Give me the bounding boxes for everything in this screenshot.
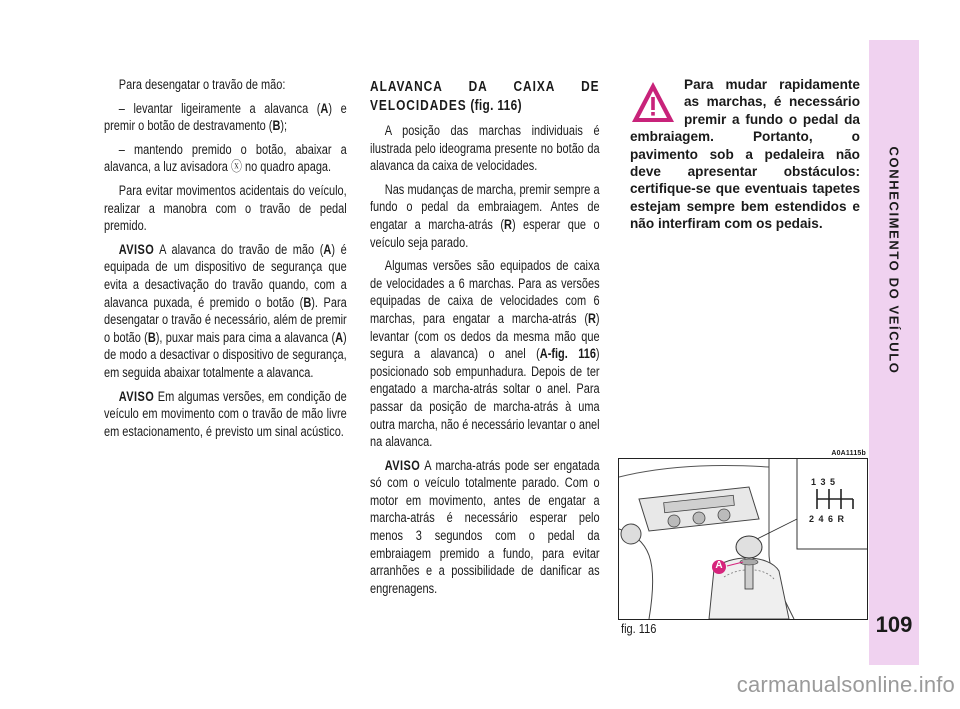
paragraph: A posição das marchas individuais é ilustrada pelo ideograma presente no botão da alavanca da caixa de velocidades. bbox=[370, 123, 600, 174]
figure-caption: fig. 116 bbox=[621, 621, 657, 636]
paragraph: Para evitar movimentos acidentais do veículo, realizar a manobra com o travão de pedal premido. bbox=[104, 182, 347, 234]
brake-warning-light-icon: ⓧ bbox=[230, 159, 242, 175]
paragraph: Algumas versões são equipados de caixa de velocidades a 6 marchas. Para as versões equipadas de caixa de velocidades com 6 marchas, para engatar a marcha-atrás (R) levantar (com os dedos da mesma mão que segura a alavanca) o anel (A-fig. 116) posicionado sob empunhadura. Depois de ter engatado a marcha-atrás soltar o anel. Para passar da posição de marcha-atrás à uma outra marcha, não é necessário levantar o anel na alavanca. bbox=[370, 258, 600, 450]
warning-triangle-icon bbox=[630, 78, 676, 126]
paragraph: Nas mudanças de marcha, premir sempre a fundo o pedal da embraiagem. Antes de engatar a marcha-atrás (R) esperar que o veículo seja parado. bbox=[370, 181, 600, 250]
column-gearbox bbox=[370, 78, 600, 603]
figure-code: A0A1115b bbox=[831, 450, 866, 457]
paragraph: – levantar ligeiramente a alavanca (A) e premir o botão de destravamento (B); bbox=[104, 100, 347, 134]
gear-pattern-top: 1 3 5 bbox=[811, 477, 837, 487]
aviso-paragraph: AVISO A alavanca do travão de mão (A) é equipada de um dispositivo de segurança que evita a desactivação do travão quando, com a alavanca puxada, é premido o botão (B). Para desengatar o travão é necessário, além de premir o botão (B), puxar mais para cima a alavanca (A) de modo a desactivar o dispositivo de segurança, em seguida abaixar totalmente a alavanca. bbox=[104, 241, 347, 380]
section-title-vertical: CONHECIMENTO DO VEÍCULO bbox=[886, 146, 902, 374]
aviso-paragraph: AVISO Em algumas versões, em condição de veículo em movimento com o travão de mão livre em estacionamento, é previsto um sinal acústico. bbox=[104, 388, 347, 439]
aviso-paragraph: AVISO A marcha-atrás pode ser engatada só com o veículo totalmente parado. Com o motor em movimento, antes de engatar a marcha-atrás é necessário esperar pelo menos 3 segundos com o pedal da embraiagem premido a fundo, para evitar arranhões e a possibilidade de danificar as engrenagens. bbox=[370, 457, 600, 596]
gearshift-figure bbox=[618, 458, 868, 620]
warning-text: Para mudar rapidamente as marchas, é necessário premir a fundo o pedal da embraiagem. Portanto, o pavimento sob a pedaleira não deve apresentar obstáculos: certifique-se que eventuais tapetes estejam sempre bem estendidos e não interfiram com os pedais. bbox=[630, 77, 860, 232]
paragraph: – mantendo premido o botão, abaixar a alavanca, a luz avisadora ⓧ no quadro apaga. bbox=[104, 141, 347, 175]
page-number: 109 bbox=[875, 612, 913, 637]
warning-note bbox=[630, 76, 860, 233]
watermark: carmanualsonline.info bbox=[736, 672, 955, 697]
section-heading: ALAVANCA DA CAIXA DE VELOCIDADES (fig. 116) bbox=[370, 79, 600, 114]
gear-pattern-bottom: 2 4 6 R bbox=[809, 514, 846, 524]
label-a: A bbox=[715, 560, 723, 571]
column-parking-brake bbox=[104, 76, 347, 446]
paragraph: Para desengatar o travão de mão: bbox=[118, 77, 286, 92]
